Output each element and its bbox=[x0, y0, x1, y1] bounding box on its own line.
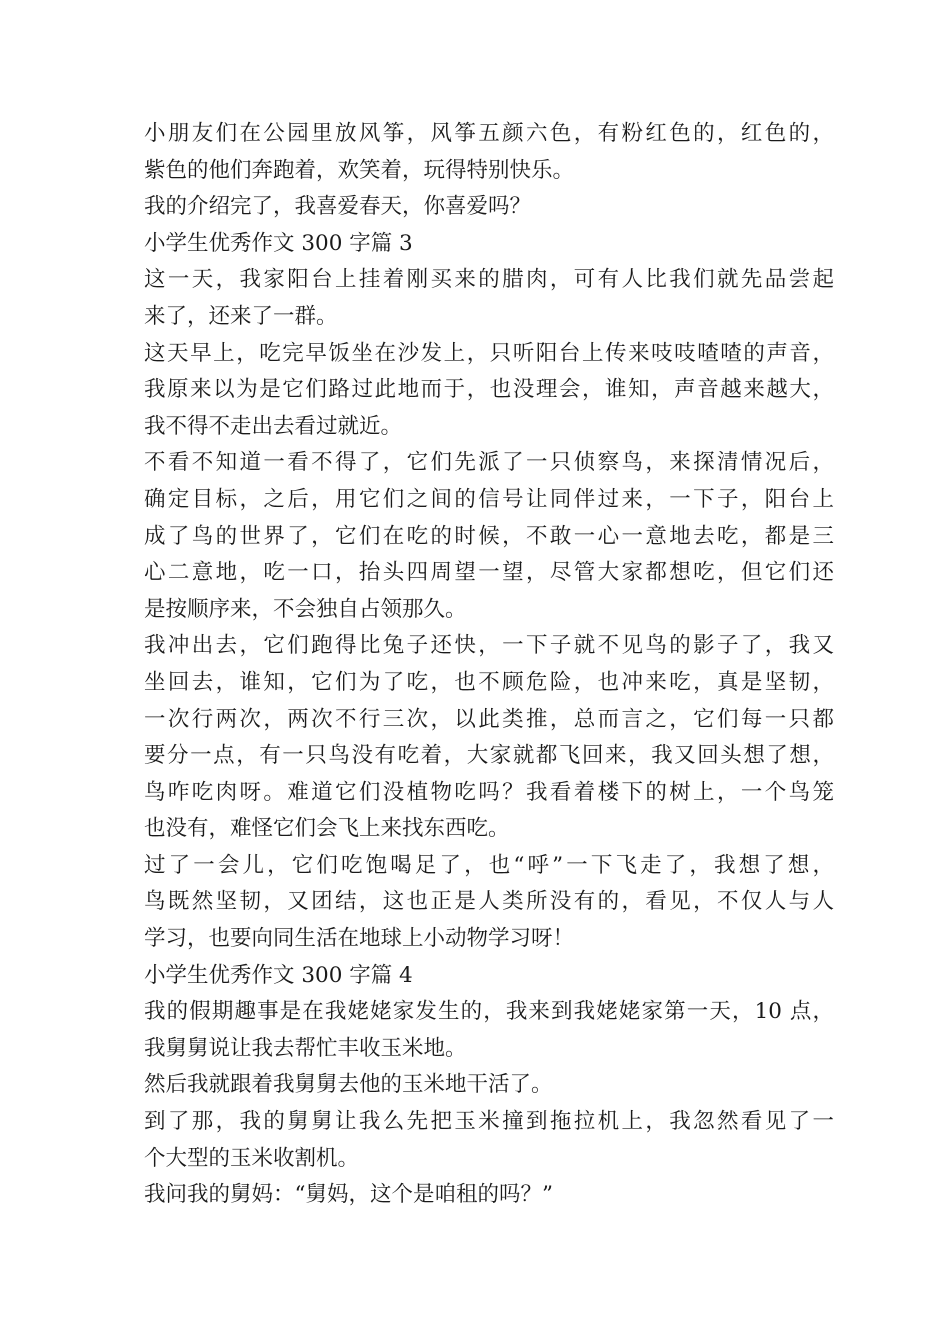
text-line: 小朋友们在公园里放风筝，风筝五颜六色，有粉红色的，红色的， bbox=[144, 121, 834, 146]
text-line: 我冲出去，它们跑得比兔子还快，一下子就不见鸟的影子了，我又 bbox=[144, 633, 834, 659]
text-line: 坐回去，谁知，它们为了吃，也不顾危险，也冲来吃，真是坚韧， bbox=[144, 669, 834, 695]
text-line: 这一天，我家阳台上挂着刚买来的腊肉，可有人比我们就先品尝起 bbox=[144, 267, 834, 293]
text-line: 然后我就跟着我舅舅去他的玉米地干活了。 bbox=[144, 1072, 553, 1098]
text-line: 确定目标，之后，用它们之间的信号让同伴过来，一下子，阳台上 bbox=[144, 486, 834, 512]
text-line: 我原来以为是它们路过此地而于，也没理会，谁知，声音越来越大， bbox=[144, 377, 834, 403]
text-line: 我不得不走出去看过就近。 bbox=[144, 413, 403, 439]
text-line: 这天早上，吃完早饭坐在沙发上，只听阳台上传来吱吱喳喳的声音， bbox=[144, 340, 834, 366]
text-line: 要分一点，有一只鸟没有吃着，大家就都飞回来，我又回头想了想， bbox=[144, 743, 834, 769]
text-line: 到了那，我的舅舅让我么先把玉米撞到拖拉机上，我忽然看见了一 bbox=[144, 1109, 834, 1135]
text-line: 鸟咋吃肉呀。难道它们没植物吃吗？我看着楼下的树上，一个鸟笼 bbox=[144, 779, 834, 805]
text-line: 成了鸟的世界了，它们在吃的时候，不敢一心一意地去吃，都是三 bbox=[144, 523, 834, 549]
text-line: 我舅舅说让我去帮忙丰收玉米地。 bbox=[144, 1035, 467, 1061]
text-line: 小学生优秀作文 300 字篇 3 bbox=[144, 230, 413, 256]
text-line: 也没有，难怪它们会飞上来找东西吃。 bbox=[144, 816, 510, 842]
text-line: 心二意地，吃一口，抬头四周望一望，尽管大家都想吃，但它们还 bbox=[144, 560, 834, 586]
text-line: 我的介绍完了，我喜爱春天，你喜爱吗？ bbox=[144, 194, 532, 220]
text-line: 来了，还来了一群。 bbox=[144, 303, 338, 329]
text-line: 一次行两次，两次不行三次，以此类推，总而言之，它们每一只都 bbox=[144, 706, 834, 732]
essay-text bbox=[144, 116, 834, 1214]
text-line: 小学生优秀作文 300 字篇 4 bbox=[144, 962, 413, 988]
text-line: 紫色的他们奔跑着，欢笑着，玩得特别快乐。 bbox=[144, 157, 575, 183]
text-line: 不看不知道一看不得了，它们先派了一只侦察鸟，来探清情况后， bbox=[144, 450, 834, 476]
text-line: 学习，也要向同生活在地球上小动物学习呀！ bbox=[144, 926, 575, 952]
text-line: 鸟既然坚韧，又团结，这也正是人类所没有的，看见，不仅人与人 bbox=[144, 889, 834, 915]
text-line: 个大型的玉米收割机。 bbox=[144, 1145, 360, 1171]
text-line: 是按顺序来，不会独自占领那久。 bbox=[144, 596, 467, 622]
text-line: 过了一会儿，它们吃饱喝足了，也“呼”一下飞走了，我想了想， bbox=[144, 852, 834, 878]
text-line: 我问我的舅妈：“舅妈，这个是咱租的吗？” bbox=[144, 1182, 553, 1208]
text-line: 我的假期趣事是在我姥姥家发生的，我来到我姥姥家第一天，10 点， bbox=[144, 999, 834, 1025]
